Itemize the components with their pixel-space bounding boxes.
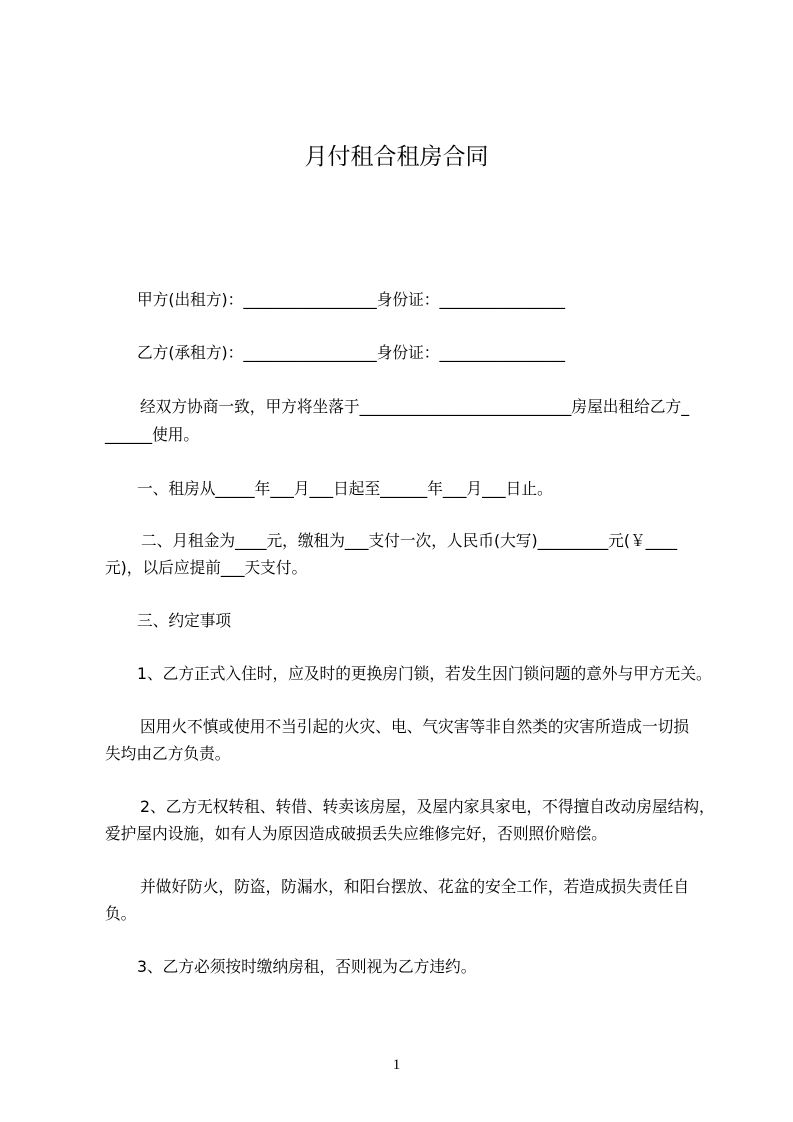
item-1-line: 1、乙方正式入住时，应及时的更换房门锁，若发生因门锁问题的意外与甲方无关。 bbox=[137, 664, 712, 683]
item-2-line-1: 2、乙方无权转租、转借、转卖该房屋，及屋内家具家电，不得擅自改动房屋结构， bbox=[140, 797, 715, 816]
item-3-line: 3、乙方必须按时缴纳房租，否则视为乙方违约。 bbox=[137, 957, 477, 976]
item-1-note-line-1: 因用火不慎或使用不当引起的火灾、电、气灾害等非自然类的灾害所造成一切损 bbox=[140, 717, 690, 736]
clause-terms-heading: 三、约定事项 bbox=[137, 611, 232, 630]
party-b-line: 乙方(承租方)：_________________身份证：________________ bbox=[137, 343, 565, 362]
clause-rent-line-2: 元)，以后应提前___天支付。 bbox=[105, 558, 308, 577]
party-a-line: 甲方(出租方)：_________________身份证：________________ bbox=[137, 290, 565, 309]
intro-line-1: 经双方协商一致，甲方将坐落于___________________________房屋出租给乙方_ bbox=[140, 397, 690, 416]
item-1-note-line-2: 失均由乙方负责。 bbox=[105, 744, 231, 763]
clause-rent-line-1: 二、月租金为____元，缴租为___支付一次，人民币(大写)_________元(￥____ bbox=[141, 531, 678, 550]
intro-line-2: ______使用。 bbox=[105, 425, 200, 444]
page-number: 1 bbox=[392, 1057, 401, 1073]
clause-term-line: 一、租房从_____年___月___日起至______年___月___日止。 bbox=[137, 479, 553, 498]
item-2-line-2: 爱护屋内设施，如有人为原因造成破损丢失应维修完好，否则照价赔偿。 bbox=[105, 824, 607, 843]
item-2-note-line-2: 负。 bbox=[105, 904, 137, 923]
item-2-note-line-1: 并做好防火，防盗，防漏水，和阳台摆放、花盆的安全工作，若造成损失责任自 bbox=[140, 877, 690, 896]
document-title: 月付租合租房合同 bbox=[304, 144, 489, 170]
